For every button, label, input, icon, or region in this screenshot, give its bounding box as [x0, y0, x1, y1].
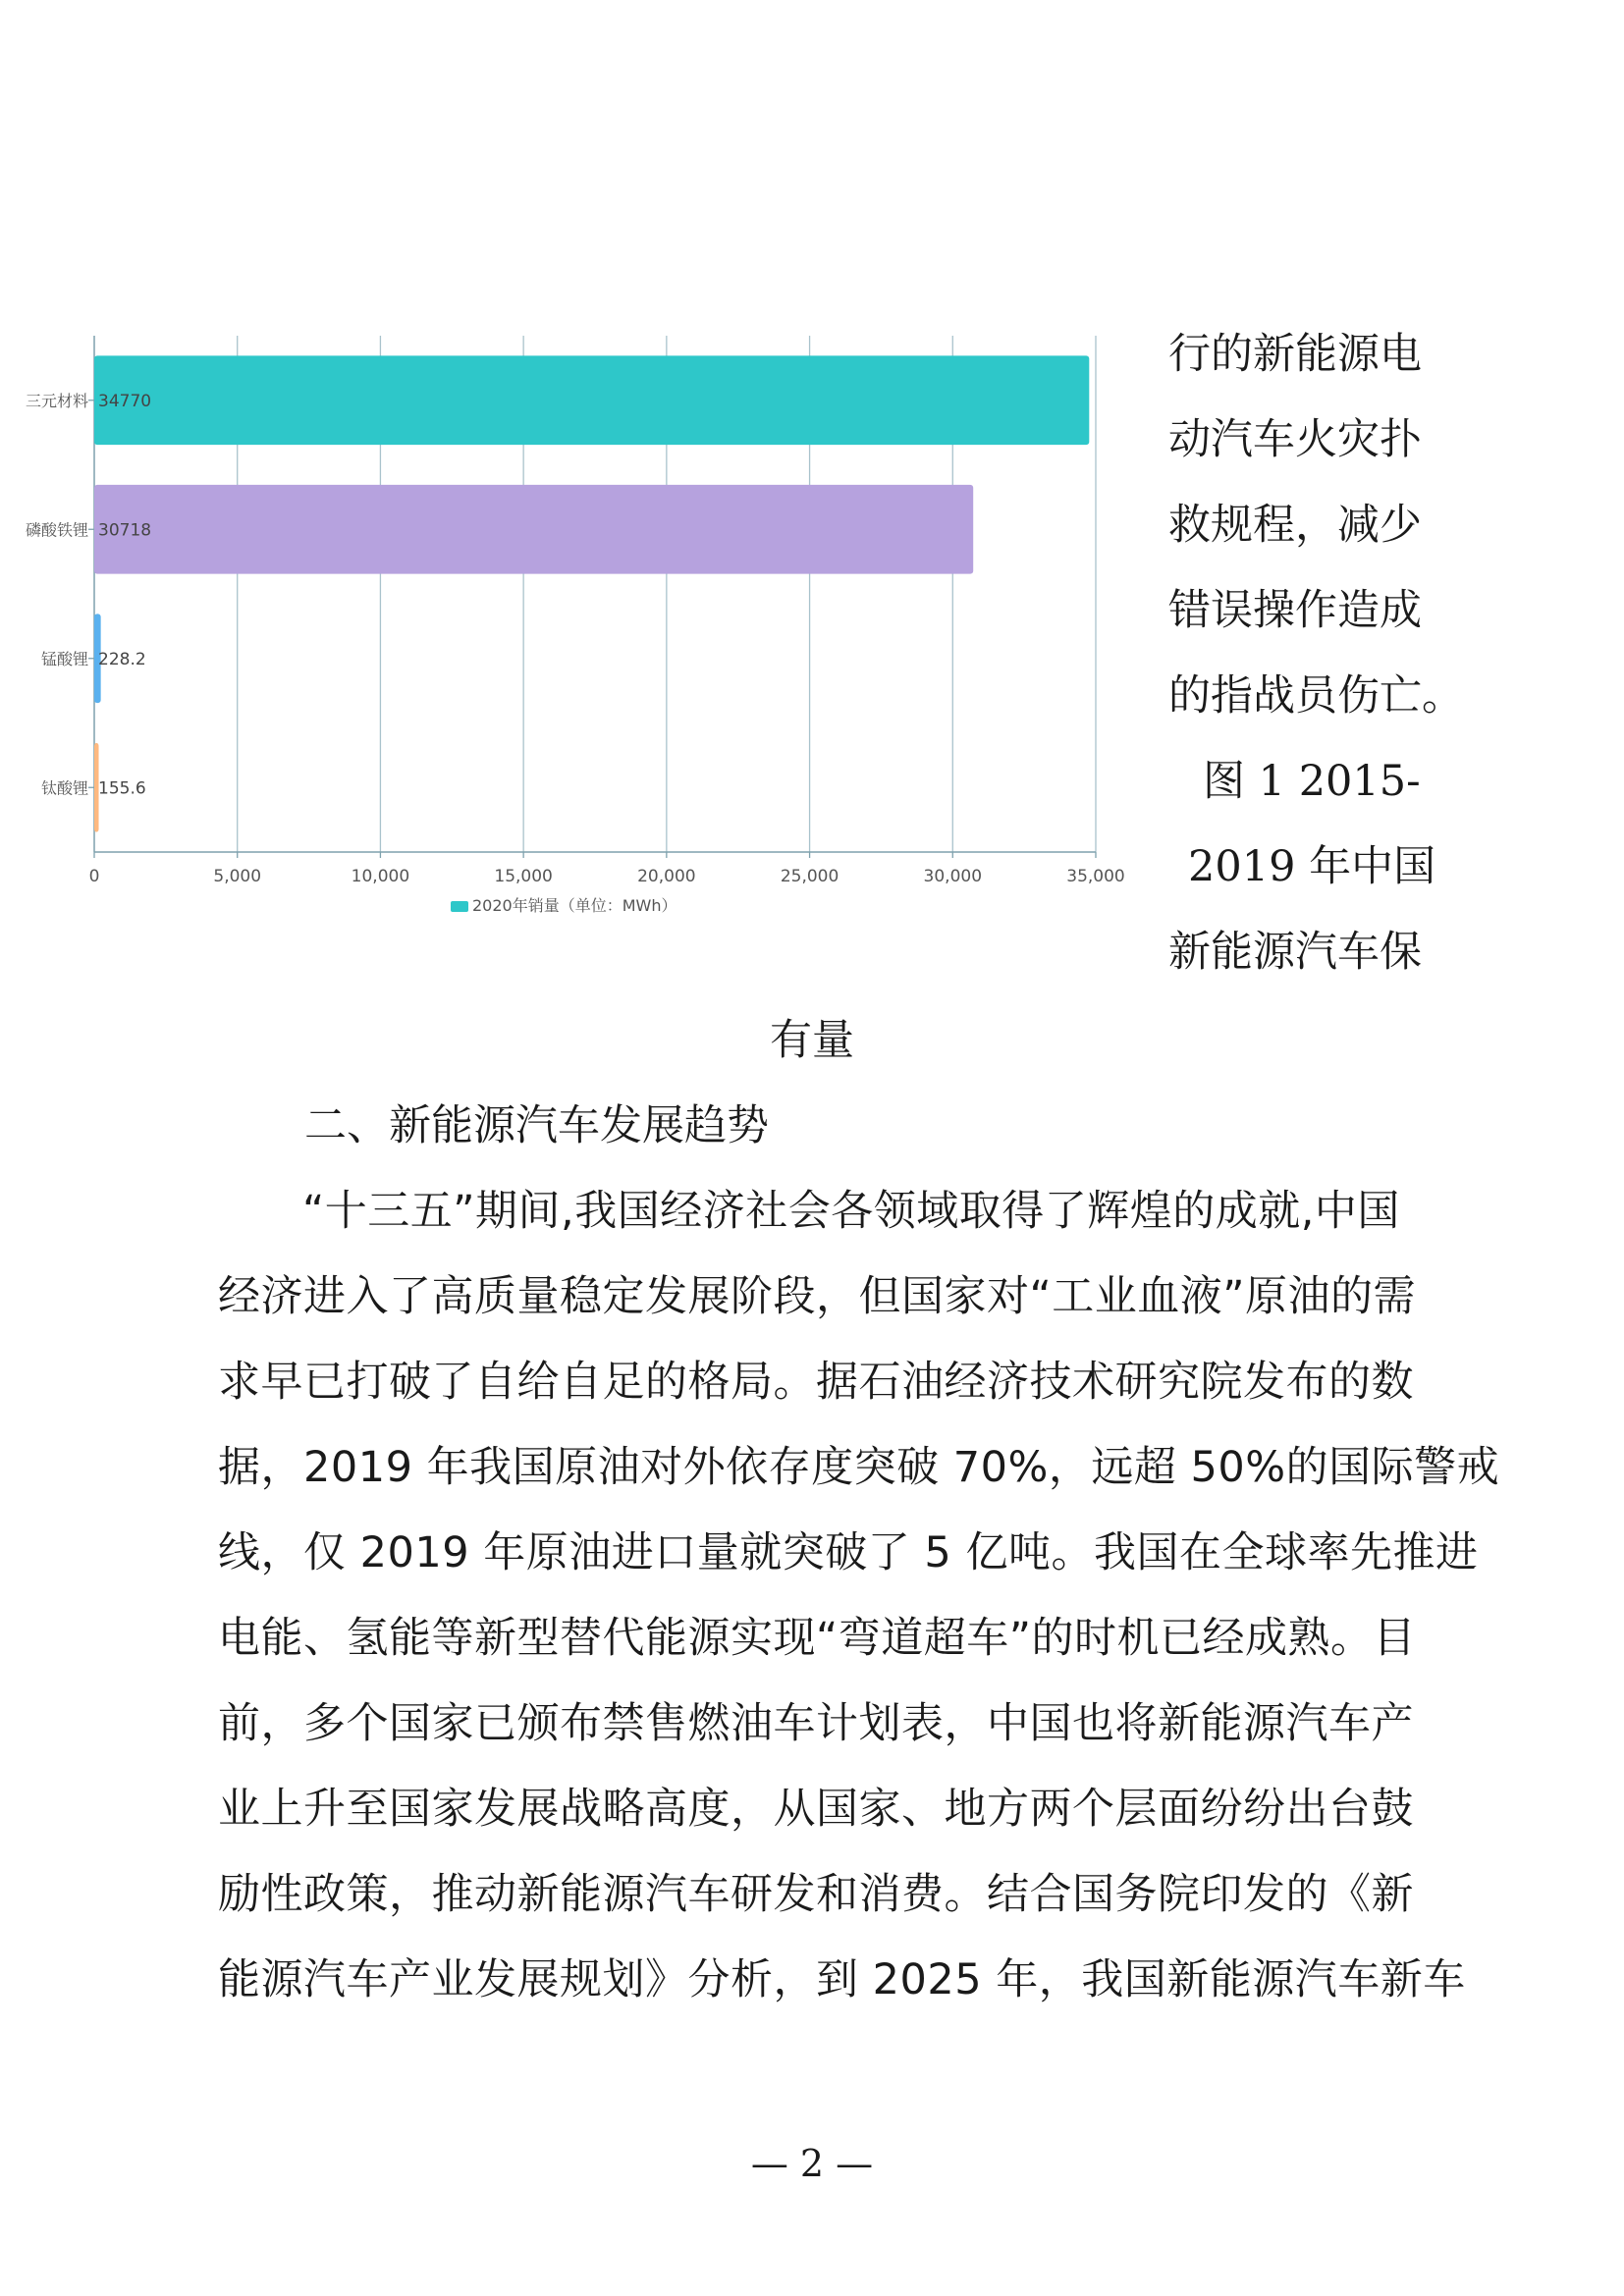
figure-caption-line-1: 图 1 2015-: [1203, 757, 1421, 806]
paragraph-line: 前，多个国家已颁布禁售燃油车计划表，中国也将新能源汽车产: [218, 1699, 1414, 1748]
data-label: 34770: [98, 391, 152, 411]
paragraph-line: 求早已打破了自给自足的格局。据石油经济技术研究院发布的数: [218, 1358, 1414, 1407]
section-heading: 二、新能源汽车发展趋势: [304, 1101, 769, 1150]
bar: [94, 355, 1089, 445]
chart-bars: [94, 355, 1089, 831]
x-tick-label: 0: [88, 867, 100, 886]
category-label: 钛酸锂: [40, 778, 88, 798]
x-tick-label: 10,000: [351, 867, 410, 886]
figure-caption-line-2: 2019 年中国: [1188, 842, 1436, 891]
legend-label: 2020年销量（单位：MWh）: [472, 896, 677, 915]
paragraph-line: 能源汽车产业发展规划》分析，到 2025 年，我国新能源汽车新车: [218, 1955, 1466, 2004]
paragraph-line: “十三五”期间,我国经济社会各领域取得了辉煌的成就,中国: [302, 1187, 1400, 1236]
category-label: 三元材料: [25, 391, 88, 410]
side-text-line-2: 动汽车火灾扑: [1168, 415, 1422, 464]
category-label: 锰酸锂: [40, 649, 88, 668]
side-text-line-3: 救规程，减少: [1168, 501, 1422, 550]
paragraph-line: 励性政策，推动新能源汽车研发和消费。结合国务院印发的《新: [218, 1870, 1414, 1919]
side-text-line-1: 行的新能源电: [1168, 330, 1422, 379]
legend-swatch: [451, 901, 468, 912]
chart-labels: [26, 392, 1125, 886]
category-label: 磷酸铁锂: [25, 520, 88, 540]
paragraph-line: 电能、氢能等新型替代能源实现“弯道超车”的时机已经成熟。目: [218, 1614, 1417, 1663]
x-tick-label: 5,000: [213, 867, 262, 886]
page-number: — 2 —: [750, 2142, 874, 2185]
data-label: 155.6: [98, 778, 146, 799]
side-text-line-5: 的指战员伤亡。: [1168, 671, 1464, 721]
paragraph-line: 业上升至国家发展战略高度，从国家、地方两个层面纷纷出台鼓: [218, 1785, 1414, 1834]
figure-caption-line-3: 新能源汽车保: [1168, 928, 1422, 977]
data-label: 228.2: [98, 649, 146, 669]
figure-caption-end: 有量: [770, 1016, 854, 1065]
body-paragraph: [218, 1169, 1500, 2023]
x-tick-label: 20,000: [637, 867, 696, 886]
data-label: 30718: [98, 520, 152, 541]
chart-legend: [451, 896, 677, 915]
paragraph-line: 经济进入了高质量稳定发展阶段，但国家对“工业血液”原油的需: [218, 1272, 1417, 1321]
x-tick-label: 25,000: [780, 867, 839, 886]
side-text-line-4: 错误操作造成: [1168, 586, 1422, 635]
paragraph-line: 线，仅 2019 年原油进口量就突破了 5 亿吨。我国在全球率先推进: [218, 1528, 1479, 1577]
x-tick-label: 15,000: [494, 867, 553, 886]
x-tick-label: 30,000: [923, 867, 983, 886]
bar: [94, 485, 973, 574]
paragraph-line: 据，2019 年我国原油对外依存度突破 70%，远超 50%的国际警戒: [218, 1443, 1500, 1492]
sales-bar-chart: [0, 314, 1159, 933]
x-tick-label: 35,000: [1066, 867, 1125, 886]
